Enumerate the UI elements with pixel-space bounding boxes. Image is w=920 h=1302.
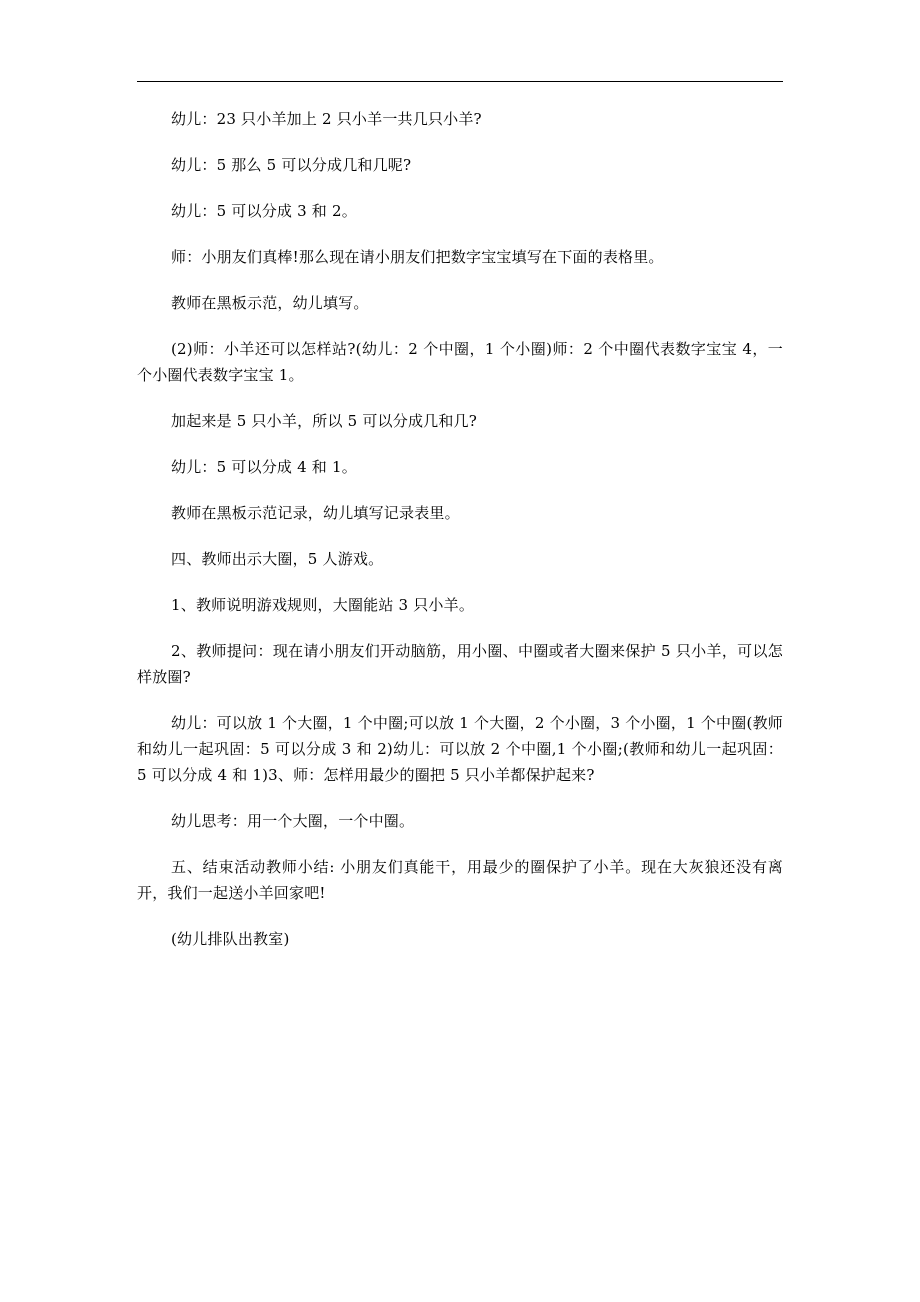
- paragraph: (幼儿排队出教室): [171, 930, 290, 948]
- header-divider: [137, 81, 783, 82]
- paragraph: 1、教师说明游戏规则，大圈能站 3 只小羊。: [171, 596, 475, 614]
- section-heading: 四、教师出示大圈，5 人游戏。: [171, 550, 384, 568]
- document-body: [137, 106, 783, 972]
- paragraph: 教师在黑板示范记录，幼儿填写记录表里。: [171, 504, 460, 522]
- paragraph: 幼儿：23 只小羊加上 2 只小羊一共几只小羊?: [171, 110, 482, 128]
- paragraph: 教师在黑板示范，幼儿填写。: [171, 294, 369, 312]
- paragraph: (2)师：小羊还可以怎样站?(幼儿：2 个中圈，1 个小圈)师：2 个中圈代表数字宝宝 4，一个小圈代表数字宝宝 1。: [137, 340, 783, 384]
- paragraph: 幼儿思考：用一个大圈，一个中圈。: [171, 812, 415, 830]
- paragraph: 师：小朋友们真棒!那么现在请小朋友们把数字宝宝填写在下面的表格里。: [171, 248, 664, 266]
- paragraph: 幼儿：5 那么 5 可以分成几和几呢?: [171, 156, 412, 174]
- section-heading: 五、结束活动教师小结: 小朋友们真能干，用最少的圈保护了小羊。现在大灰狼还没有离开，我们一起送小羊回家吧!: [137, 858, 783, 902]
- paragraph: 幼儿：5 可以分成 4 和 1。: [171, 458, 357, 476]
- paragraph: 幼儿：5 可以分成 3 和 2。: [171, 202, 357, 220]
- paragraph: 加起来是 5 只小羊，所以 5 可以分成几和几?: [171, 412, 478, 430]
- paragraph: 2、教师提问：现在请小朋友们开动脑筋，用小圈、中圈或者大圈来保护 5 只小羊，可以怎样放圈?: [137, 642, 783, 686]
- paragraph: 幼儿：可以放 1 个大圈，1 个中圈;可以放 1 个大圈，2 个小圈，3 个小圈，1 个中圈(教师和幼儿一起巩固：5 可以分成 3 和 2)幼儿：可以放 2 个中圈,1 个小圈;(教师和幼儿一起巩固：5 可以分成 4 和 1)3、师：怎样用最少的圈把 5 只小羊都保护起来?: [137, 714, 783, 784]
